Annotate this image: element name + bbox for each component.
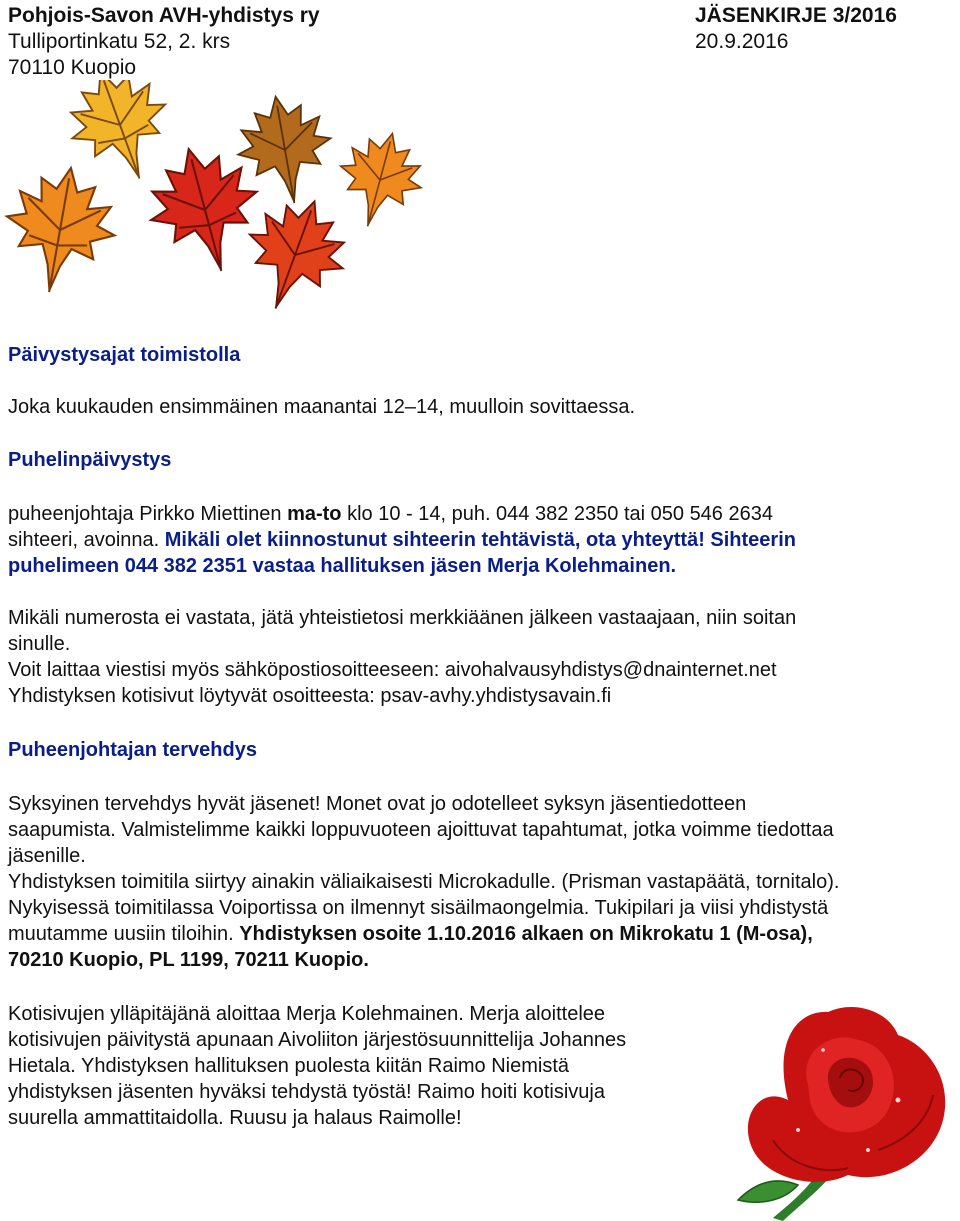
- phone-line-5: sinulle.: [8, 633, 71, 655]
- office-hours-text: Joka kuukauden ensimmäinen maanantai 12–14, muulloin sovittaessa.: [8, 396, 636, 418]
- phone-line-6: Voit laittaa viestisi myös sähköpostiosoitteeseen: aivohalvausyhdistys@dnainternet.net: [8, 659, 777, 681]
- leaf-orange-left: [0, 158, 125, 301]
- greeting-heading: Puheenjohtajan tervehdys: [8, 739, 257, 761]
- sender-block: [8, 3, 320, 81]
- phone-line-1-b: ma-to: [287, 503, 342, 525]
- greeting-line-6-a: muutamme uusiin tiloihin.: [8, 923, 240, 945]
- phone-line-1-c: klo 10 - 14, puh. 044 382 2350 tai 050 546 2634: [341, 503, 773, 525]
- greeting-line-6: [8, 921, 813, 947]
- phone-line-2: [8, 527, 796, 553]
- phone-line-2-b: Mikäli olet kiinnostunut sihteerin tehtävistä, ota yhteyttä! Sihteerin: [164, 529, 796, 551]
- greeting-line-6-b: Yhdistyksen osoite 1.10.2016 alkaen on Mikrokatu 1 (M-osa),: [239, 923, 813, 945]
- doc-date: 20.9.2016: [695, 30, 789, 53]
- greeting-line-2: saapumista. Valmistelimme kaikki loppuvuoteen ajoittuvat tapahtumat, jotka voimme tiedottaa: [8, 819, 834, 841]
- phone-line-1: [8, 501, 773, 527]
- greeting-line-4: Yhdistyksen toimitila siirtyy ainakin väliaikaisesti Microkadulle. (Prisman vastapäätä, tornitalo).: [8, 871, 840, 893]
- webmaster-line-4: yhdistyksen jäsenten hyväksi tehdystä työstä! Raimo hoiti kotisivuja: [8, 1081, 605, 1103]
- phone-line-2-a: sihteeri, avoinna.: [8, 529, 165, 551]
- doc-title: JÄSENKIRJE 3/2016: [695, 4, 897, 27]
- greeting-line-5: Nykyisessä toimitilassa Voiportissa on ilmennyt sisäilmaongelmia. Tukipilari ja viisi yhdistystä: [8, 897, 829, 919]
- org-name: Pohjois-Savon AVH-yhdistys ry: [8, 4, 320, 27]
- greeting-line-3: jäsenille.: [8, 845, 86, 867]
- webmaster-line-1: Kotisivujen ylläpitäjänä aloittaa Merja Kolehmainen. Merja aloittelee: [8, 1003, 606, 1025]
- autumn-leaves-illustration: [0, 80, 440, 320]
- webmaster-line-2: kotisivujen päivitystä apunaan Aivoliiton järjestösuunnittelija Johannes: [8, 1029, 627, 1051]
- greeting-line-1: Syksyinen tervehdys hyvät jäsenet! Monet ovat jo odotelleet syksyn jäsentiedotteen: [8, 793, 747, 815]
- phone-heading: Puhelinpäivystys: [8, 449, 172, 471]
- leaf-red-lower: [229, 185, 361, 320]
- greeting-line-7: 70210 Kuopio, PL 1199, 70211 Kuopio.: [8, 949, 369, 971]
- phone-line-3: puhelimeen 044 382 2351 vastaa hallituksen jäsen Merja Kolehmainen.: [8, 555, 677, 577]
- leaf-orange-right: [327, 123, 432, 237]
- red-rose-illustration: [728, 990, 960, 1221]
- street-address: Tulliportinkatu 52, 2. krs: [8, 30, 231, 53]
- phone-line-7: Yhdistyksen kotisivut löytyvät osoitteesta: psav-avhy.yhdistysavain.fi: [8, 685, 612, 707]
- office-hours-heading: Päivystysajat toimistolla: [8, 344, 241, 366]
- webmaster-line-3: Hietala. Yhdistyksen hallituksen puolesta kiitän Raimo Niemistä: [8, 1055, 570, 1077]
- city-address: 70110 Kuopio: [8, 56, 137, 79]
- webmaster-line-5: suurella ammattitaidolla. Ruusu ja halaus Raimolle!: [8, 1107, 462, 1129]
- doc-meta: [695, 3, 897, 55]
- phone-line-4: Mikäli numerosta ei vastata, jätä yhteistietosi merkkiäänen jälkeen vastaajaan, niin soitan: [8, 607, 797, 629]
- phone-line-1-a: puheenjohtaja Pirkko Miettinen: [8, 503, 288, 525]
